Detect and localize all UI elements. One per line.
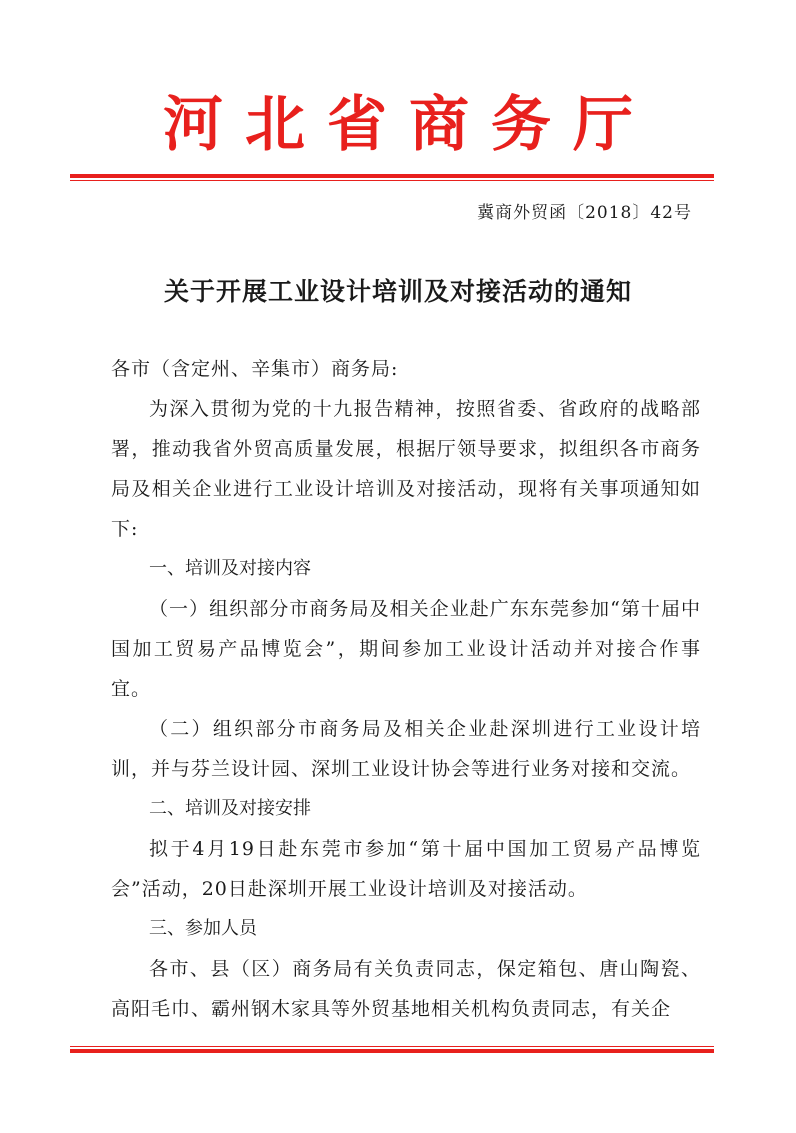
salutation: 各市（含定州、辛集市）商务局: (111, 358, 399, 380)
section-3-heading: 三、参加人员 (149, 918, 257, 939)
section-1-item-1: （一）组织部分市商务局及相关企业赴广东东莞参加“第十届中国加工贸易产品博览会”，期间参加工业设计活动并对接合作事宜。 (111, 598, 701, 700)
document-number: 冀商外贸函〔2018〕42号 (477, 203, 692, 223)
intro-paragraph: 为深入贯彻为党的十九报告精神，按照省委、省政府的战略部署，推动我省外贸高质量发展，根据厅领导要求，拟组织各市商务局及相关企业进行工业设计培训及对接活动，现将有关事项通知如下: (111, 398, 701, 540)
document-title: 关于开展工业设计培训及对接活动的通知 (163, 277, 632, 306)
document-body (111, 349, 701, 1029)
section-1-item-2: （二）组织部分市商务局及相关企业赴深圳进行工业设计培训，并与芬兰设计园、深圳工业设计协会等进行业务对接和交流。 (111, 718, 701, 780)
footer-red-rule (70, 1046, 714, 1053)
section-3-text: 各市、县（区）商务局有关负责同志，保定箱包、唐山陶瓷、高阳毛巾、霸州钢木家具等外贸基地相关机构负责同志，有关企 (111, 958, 701, 1020)
section-1-heading: 一、培训及对接内容 (149, 558, 311, 579)
agency-masthead: 河北省商务厅 (163, 90, 655, 160)
masthead-red-rule (70, 174, 714, 181)
section-2-heading: 二、培训及对接安排 (149, 798, 311, 819)
section-2-text: 拟于4月19日赴东莞市参加“第十届中国加工贸易产品博览会”活动，20日赴深圳开展工业设计培训及对接活动。 (111, 838, 701, 900)
